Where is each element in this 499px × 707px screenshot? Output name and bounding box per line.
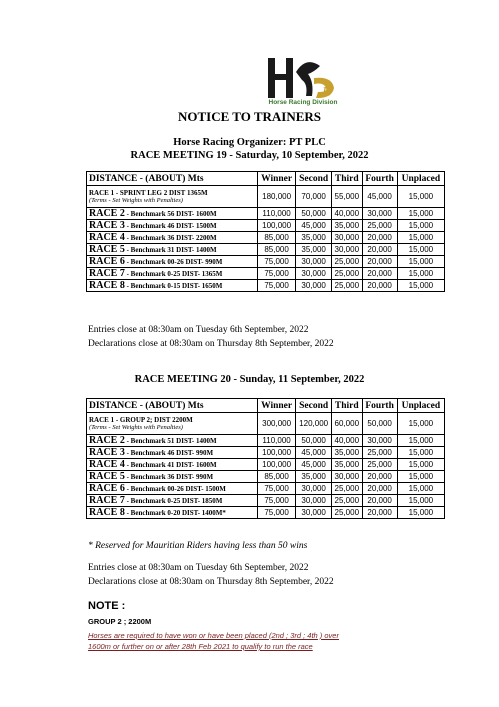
note-text-line-1: Horses are required to have won or have been placed (2nd ; 3rd ; 4th ) over [88, 631, 339, 640]
prize-fourth: 20,000 [362, 507, 397, 519]
race-row [87, 507, 445, 519]
race-number: RACE 3 [89, 220, 125, 231]
prize-fourth: 25,000 [362, 459, 397, 471]
prize-winner: 75,000 [258, 495, 296, 507]
prize-third: 60,000 [332, 413, 362, 435]
header-unplaced: Unplaced [397, 399, 444, 413]
race-row [87, 232, 445, 244]
prize-second: 35,000 [296, 471, 332, 483]
meeting-19-declarations: Declarations close at 08:30am on Thursday 8th September, 2022 [88, 339, 334, 349]
race-detail: - Benchmark 0-25 DIST- 1365M [124, 270, 223, 278]
prize-winner: 75,000 [258, 268, 296, 280]
prize-third: 25,000 [332, 280, 362, 292]
organizer: Horse Racing Organizer: PT PLC [173, 137, 326, 148]
prize-winner: 100,000 [258, 447, 296, 459]
prize-second: 30,000 [296, 280, 332, 292]
prize-fourth: 50,000 [362, 413, 397, 435]
prize-fourth: 20,000 [362, 268, 397, 280]
meeting-20-entries: Entries close at 08:30am on Tuesday 6th September, 2022 [88, 563, 309, 573]
race-row [87, 447, 445, 459]
prize-second: 35,000 [296, 232, 332, 244]
meeting-19-title: RACE MEETING 19 - Saturday, 10 September, 2022 [130, 150, 369, 161]
prize-unplaced: 15,000 [397, 208, 444, 220]
race-detail: - Benchmark 36 DIST- 2200M [124, 234, 217, 242]
race-row [87, 413, 445, 435]
prize-second: 30,000 [296, 483, 332, 495]
race-label: RACE 1 - SPRINT LEG 2 DIST 1365M [89, 188, 208, 197]
prize-winner: 75,000 [258, 280, 296, 292]
race-number: RACE 5 [89, 244, 125, 255]
race-detail: - Benchmark 00-26 DIST- 990M [124, 258, 223, 266]
prize-fourth: 30,000 [362, 208, 397, 220]
prize-winner: 75,000 [258, 507, 296, 519]
race-name [87, 507, 258, 519]
prize-winner: 85,000 [258, 232, 296, 244]
race-row [87, 220, 445, 232]
race-name [87, 280, 258, 292]
race-number: RACE 3 [89, 447, 125, 458]
race-name [87, 268, 258, 280]
meeting-20-declarations: Declarations close at 08:30am on Thursday 8th September, 2022 [88, 577, 334, 587]
prize-fourth: 20,000 [362, 280, 397, 292]
prize-fourth: 20,000 [362, 232, 397, 244]
prize-fourth: 20,000 [362, 256, 397, 268]
prize-third: 25,000 [332, 483, 362, 495]
prize-second: 120,000 [296, 413, 332, 435]
header-second: Second [296, 399, 332, 413]
prize-third: 35,000 [332, 447, 362, 459]
prize-winner: 75,000 [258, 483, 296, 495]
race-row [87, 471, 445, 483]
race-name [87, 186, 258, 208]
reserved-note: * Reserved for Mauritian Riders having less than 50 wins [88, 541, 308, 551]
prize-third: 35,000 [332, 459, 362, 471]
prize-unplaced: 15,000 [397, 459, 444, 471]
prize-second: 45,000 [296, 447, 332, 459]
prize-unplaced: 15,000 [397, 256, 444, 268]
prize-fourth: 25,000 [362, 447, 397, 459]
race-row [87, 268, 445, 280]
race-name [87, 256, 258, 268]
prize-unplaced: 15,000 [397, 220, 444, 232]
race-name [87, 447, 258, 459]
race-detail: - Benchmark 36 DIST- 990M [124, 473, 214, 481]
note-text-line-2: 1600m or further on or after 28th Feb 2021 to qualify to run the race [88, 642, 313, 651]
meeting-19-table [86, 171, 445, 292]
race-terms: (Terms - Set Weights with Penalties) [89, 423, 183, 431]
prize-fourth: 20,000 [362, 495, 397, 507]
note-text [88, 630, 388, 652]
prize-second: 70,000 [296, 186, 332, 208]
race-number: RACE 4 [89, 459, 125, 470]
race-name [87, 413, 258, 435]
prize-second: 45,000 [296, 220, 332, 232]
prize-unplaced: 15,000 [397, 280, 444, 292]
prize-third: 55,000 [332, 186, 362, 208]
race-name [87, 471, 258, 483]
race-detail: - Benchmark 0-25 DIST- 1850M [124, 497, 223, 505]
header-distance: DISTANCE - (ABOUT) Mts [87, 172, 258, 186]
prize-second: 30,000 [296, 268, 332, 280]
notice-title: NOTICE TO TRAINERS [177, 109, 322, 124]
header-fourth: Fourth [362, 172, 397, 186]
race-detail: - Benchmark 0-15 DIST- 1650M [124, 282, 223, 290]
header-second: Second [296, 172, 332, 186]
meeting-19-entries: Entries close at 08:30am on Tuesday 6th September, 2022 [88, 325, 309, 335]
race-number: RACE 6 [89, 483, 125, 494]
prize-unplaced: 15,000 [397, 507, 444, 519]
header-third: Third [332, 399, 362, 413]
prize-third: 35,000 [332, 220, 362, 232]
prize-third: 25,000 [332, 495, 362, 507]
prize-fourth: 20,000 [362, 471, 397, 483]
prize-unplaced: 15,000 [397, 483, 444, 495]
logo-letter-d: D [322, 85, 333, 100]
race-row [87, 483, 445, 495]
header-winner: Winner [258, 172, 296, 186]
race-row [87, 256, 445, 268]
race-detail: - Benchmark 56 DIST- 1600M [124, 210, 217, 218]
race-name [87, 220, 258, 232]
prize-third: 40,000 [332, 435, 362, 447]
prize-third: 40,000 [332, 208, 362, 220]
meeting-20-rows [87, 413, 445, 519]
race-name [87, 495, 258, 507]
race-number: RACE 5 [89, 471, 125, 482]
prize-second: 30,000 [296, 256, 332, 268]
prize-third: 30,000 [332, 471, 362, 483]
race-number: RACE 8 [89, 280, 125, 291]
race-name [87, 483, 258, 495]
prize-unplaced: 15,000 [397, 268, 444, 280]
prize-third: 30,000 [332, 232, 362, 244]
prize-third: 25,000 [332, 507, 362, 519]
race-row [87, 186, 445, 208]
race-number: RACE 4 [89, 232, 125, 243]
meeting-20-table [86, 398, 445, 519]
prize-winner: 300,000 [258, 413, 296, 435]
prize-second: 50,000 [296, 435, 332, 447]
race-name [87, 208, 258, 220]
note-title: NOTE : [88, 600, 126, 612]
prize-unplaced: 15,000 [397, 447, 444, 459]
header-unplaced: Unplaced [397, 172, 444, 186]
race-name [87, 435, 258, 447]
prize-fourth: 25,000 [362, 220, 397, 232]
prize-second: 30,000 [296, 495, 332, 507]
prize-winner: 180,000 [258, 186, 296, 208]
race-detail: - Benchmark 00-26 DIST- 1500M [124, 485, 226, 493]
prize-unplaced: 15,000 [397, 495, 444, 507]
race-number: RACE 2 [89, 208, 125, 219]
race-number: RACE 6 [89, 256, 125, 267]
prize-unplaced: 15,000 [397, 232, 444, 244]
race-number: RACE 8 [89, 507, 125, 518]
prize-winner: 75,000 [258, 256, 296, 268]
race-terms: (Terms - Set Weights with Penalties) [89, 196, 183, 204]
prize-winner: 110,000 [258, 208, 296, 220]
prize-third: 25,000 [332, 256, 362, 268]
race-row [87, 459, 445, 471]
header-distance: DISTANCE - (ABOUT) Mts [87, 399, 258, 413]
race-row [87, 495, 445, 507]
prize-third: 25,000 [332, 268, 362, 280]
prize-unplaced: 15,000 [397, 244, 444, 256]
prize-unplaced: 15,000 [397, 471, 444, 483]
prize-winner: 110,000 [258, 435, 296, 447]
prize-fourth: 30,000 [362, 435, 397, 447]
race-name [87, 244, 258, 256]
prize-winner: 85,000 [258, 471, 296, 483]
header-third: Third [332, 172, 362, 186]
prize-unplaced: 15,000 [397, 413, 444, 435]
prize-fourth: 20,000 [362, 483, 397, 495]
prize-unplaced: 15,000 [397, 186, 444, 208]
prize-second: 50,000 [296, 208, 332, 220]
race-name [87, 232, 258, 244]
header-winner: Winner [258, 399, 296, 413]
prize-fourth: 45,000 [362, 186, 397, 208]
meeting-19-rows [87, 186, 445, 292]
note-group: GROUP 2 ; 2200M [88, 617, 152, 626]
header-fourth: Fourth [362, 399, 397, 413]
race-row [87, 208, 445, 220]
race-detail: - Benchmark 46 DIST- 990M [124, 449, 214, 457]
race-row [87, 435, 445, 447]
prize-fourth: 20,000 [362, 244, 397, 256]
race-number: RACE 2 [89, 435, 125, 446]
prize-third: 30,000 [332, 244, 362, 256]
prize-winner: 85,000 [258, 244, 296, 256]
prize-second: 30,000 [296, 507, 332, 519]
meeting-20-title: RACE MEETING 20 - Sunday, 11 September, 2022 [134, 374, 365, 385]
race-detail: - Benchmark 51 DIST- 1400M [124, 437, 217, 445]
prize-winner: 100,000 [258, 220, 296, 232]
prize-second: 45,000 [296, 459, 332, 471]
race-detail: - Benchmark 0-20 DIST- 1400M* [124, 509, 226, 517]
prize-second: 35,000 [296, 244, 332, 256]
race-detail: - Benchmark 31 DIST- 1400M [124, 246, 217, 254]
race-label: RACE 1 - GROUP 2; DIST 2200M [89, 415, 193, 424]
race-row [87, 280, 445, 292]
race-detail: - Benchmark 41 DIST- 1600M [124, 461, 217, 469]
race-number: RACE 7 [89, 268, 125, 279]
logo-caption: Horse Racing Division [268, 99, 338, 106]
race-row [87, 244, 445, 256]
prize-unplaced: 15,000 [397, 435, 444, 447]
race-detail: - Benchmark 46 DIST- 1500M [124, 222, 217, 230]
prize-winner: 100,000 [258, 459, 296, 471]
race-number: RACE 7 [89, 495, 125, 506]
race-name [87, 459, 258, 471]
